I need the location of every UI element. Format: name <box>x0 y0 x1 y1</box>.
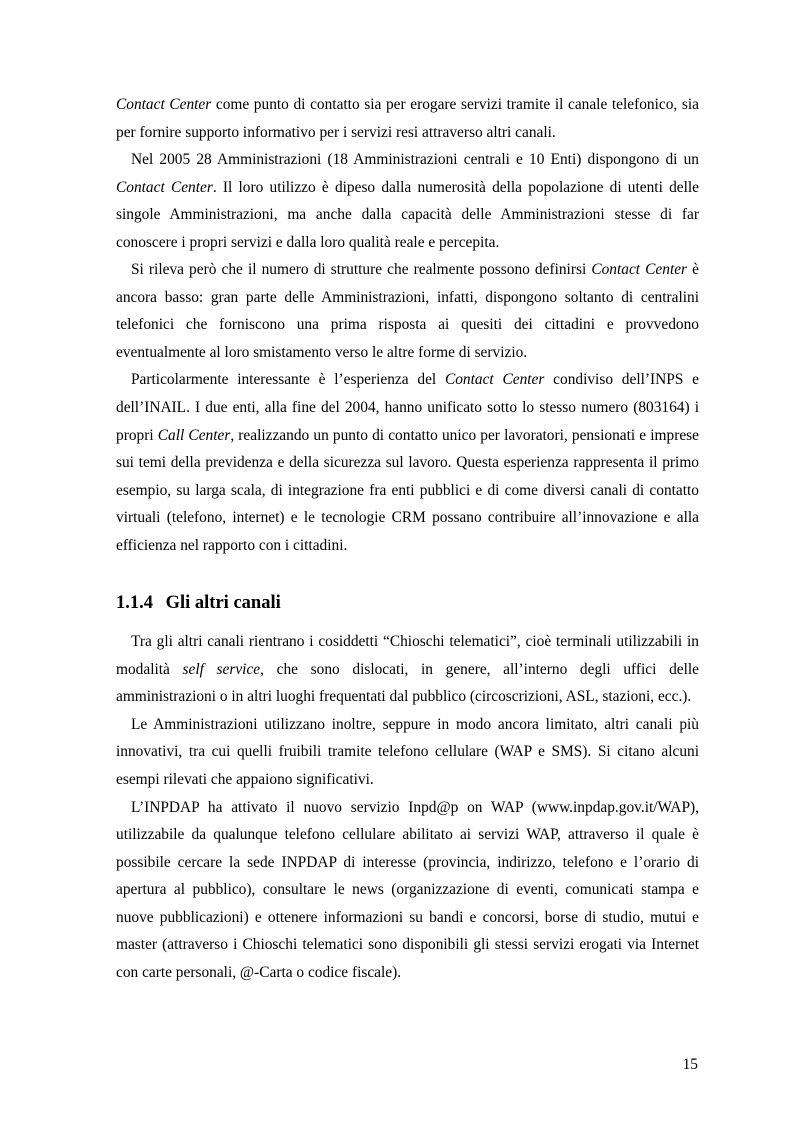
text-run: Le Amministrazioni utilizzano inoltre, seppure in modo ancora limitato, altri canali più innovativi, tra cui quelli fruibili tramite telefono cellulare (WAP e SMS). Si citano alcuni esempi rilevati che appaiono significativi. <box>116 715 699 789</box>
italic-term: Contact Center <box>116 178 213 196</box>
italic-term: self service <box>182 660 261 678</box>
text-run: Tra gli altri canali rientrano i cosiddetti “Chioschi telematici”, cioè terminali utilizzabili in modalità <box>116 633 699 678</box>
paragraph <box>116 711 699 794</box>
text-run: , realizzando un punto di contatto unico per lavoratori, pensionati e imprese sui temi della previdenza e della sicurezza sul lavoro. Questa esperienza rappresenta il primo esempio, su larga scala, di integrazione fra enti pubblici e di come diversi canali di contatto virtuali (telefono, internet) e le tecnologie CRM possano contribuire all’innovazione e alla efficienza nel rapporto con i cittadini. <box>116 426 699 554</box>
italic-term: Contact Center <box>444 371 545 389</box>
section-text <box>116 628 699 986</box>
text-run: come punto di contatto sia per erogare servizi tramite il canale telefonico, sia per fornire supporto informativo per i servizi resi attraverso altri canali. <box>116 96 699 141</box>
italic-term: Contact Center <box>116 96 212 113</box>
text-run: è ancora basso: gran parte delle Amministrazioni, infatti, dispongono soltanto di centralini telefonici che forniscono una prima risposta ai quesiti dei cittadini e provvedono eventualmente al loro smistamento verso le altre forme di servizio. <box>116 261 699 361</box>
intro-text <box>116 91 699 559</box>
italic-term: Call Center <box>157 426 231 444</box>
paragraph <box>116 366 699 559</box>
text-run: condiviso dell’INPS e dell’INAIL. I due enti, alla fine del 2004, hanno unificato sotto lo stesso numero (803164) i propri <box>116 371 699 444</box>
section-heading <box>116 591 699 615</box>
page-number: 15 <box>682 1056 698 1073</box>
text-run: Si rileva però che il numero di strutture che realmente possono definirsi <box>131 261 592 279</box>
paragraph <box>116 91 699 146</box>
section-title: Gli altri canali <box>165 593 281 614</box>
section-number: 1.1.4 <box>116 593 153 614</box>
paragraph <box>116 628 699 711</box>
paragraph <box>116 256 699 366</box>
italic-term: Contact Center <box>591 261 688 279</box>
text-run: . Il loro utilizzo è dipeso dalla numerosità della popolazione di utenti delle singole Amministrazioni, ma anche dalla capacità delle Amministrazioni stesse di far conoscere i propri servizi e dalla loro qualità reale e percepita. <box>116 178 699 251</box>
text-run: Nel 2005 28 Amministrazioni (18 Amministrazioni centrali e 10 Enti) dispongono di un <box>131 151 699 169</box>
paragraph <box>116 146 699 256</box>
text-run: , che sono dislocati, in genere, all’interno degli uffici delle amministrazioni o in altri luoghi frequentati dal pubblico (circoscrizioni, ASL, stazioni, ecc.). <box>116 660 699 706</box>
text-run: Particolarmente interessante è l’esperienza del <box>131 371 445 389</box>
text-run: L’INPDAP ha attivato il nuovo servizio Inpd@p on WAP (www.inpdap.gov.it/WAP), utilizzabile da qualunque telefono cellulare abilitato ai servizi WAP, attraverso il quale è possibile cercare la sede INPDAP di interesse (provincia, indirizzo, telefono e l’orario di apertura al pubblico), consultare le news (organizzazione di eventi, comunicati stampa e nuove pubblicazioni) e ottenere informazioni su bandi e concorsi, borse di studio, mutui e master (attraverso i Chioschi telematici sono disponibili gli stessi servizi erogati via Internet con carte personali, @-Carta o codice fiscale). <box>116 798 699 981</box>
paragraph <box>116 794 699 987</box>
page-content <box>116 91 699 986</box>
